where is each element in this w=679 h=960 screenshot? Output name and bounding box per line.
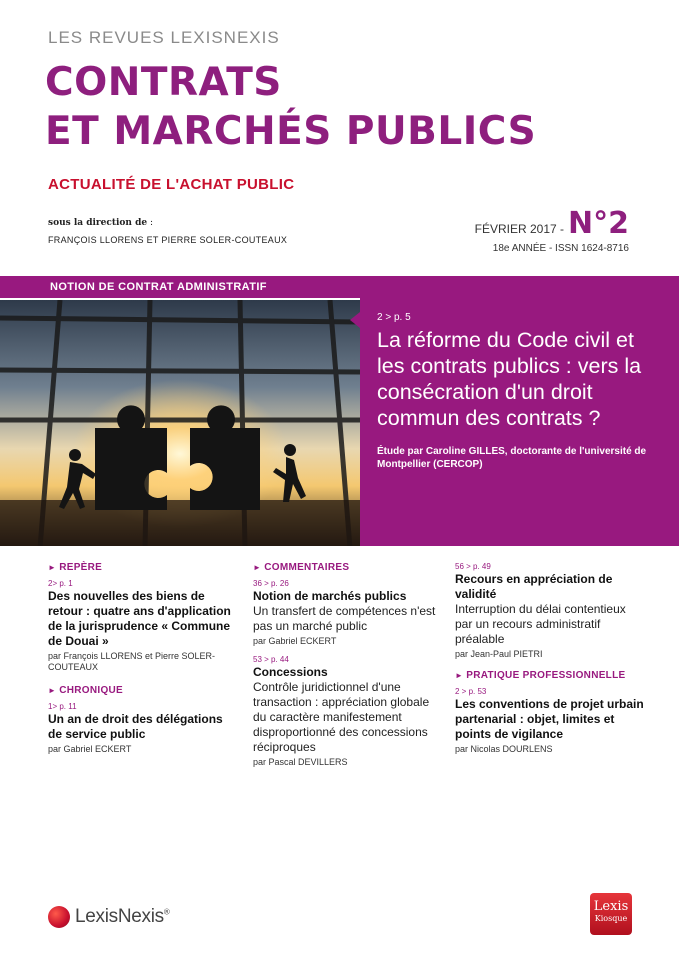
column-1 xyxy=(48,562,238,763)
article-item xyxy=(253,579,443,647)
triangle-left-icon xyxy=(350,312,360,328)
logo-registered: ® xyxy=(163,907,170,917)
article-item xyxy=(48,702,238,755)
section-label: COMMENTAIRES xyxy=(264,562,350,573)
article-desc: Contrôle juridictionnel d'une transaction : appréciation globale du caractère manifestement disproportionné des concessions réciproques xyxy=(253,680,430,754)
journal-subtitle: ACTUALITÉ DE L'ACHAT PUBLIC xyxy=(48,176,295,193)
feature-byline: Étude par Caroline GILLES, doctorante de l'université de Montpellier (CERCOP) xyxy=(377,446,647,470)
article-author: par Nicolas DOURLENS xyxy=(455,744,553,754)
article-ref: 2> p. 1 xyxy=(48,579,73,588)
column-2 xyxy=(253,562,443,776)
series-label: LES REVUES LEXISNEXIS xyxy=(48,28,280,47)
article-ref: 56 > p. 49 xyxy=(455,562,491,571)
puzzle-photo xyxy=(0,300,360,546)
article-title: Un an de droit des délégations de service public xyxy=(48,712,223,741)
triangle-right-icon: ► xyxy=(48,563,57,572)
triangle-right-icon: ► xyxy=(455,671,464,680)
article-item xyxy=(253,655,443,768)
article-author: par Jean-Paul PIETRI xyxy=(455,649,543,659)
article-author: par François LLORENS et Pierre SOLER-COUTEAUX xyxy=(48,651,216,672)
article-title: Les conventions de projet urbain partenarial : objet, limites et points de vigilance xyxy=(455,697,644,741)
feature-article xyxy=(377,312,657,471)
issue-number: N°2 xyxy=(568,206,629,241)
cover-photo xyxy=(0,298,360,546)
article-item xyxy=(455,687,645,755)
article-ref: 36 > p. 26 xyxy=(253,579,289,588)
article-ref: 1> p. 11 xyxy=(48,702,77,711)
direction-colon: : xyxy=(147,218,154,228)
triangle-right-icon: ► xyxy=(253,563,262,572)
article-author: par Pascal DEVILLERS xyxy=(253,757,348,767)
direction-names: FRANÇOIS LLORENS ET PIERRE SOLER-COUTEAUX xyxy=(48,235,288,245)
kiosque-top: Lexis xyxy=(593,899,629,914)
article-title: Des nouvelles des biens de retour : quatre ans d'application de la jurisprudence « Commune de Douai » xyxy=(48,589,231,648)
section-header xyxy=(48,685,238,696)
feature-headline: La réforme du Code civil et les contrats publics : vers la consécration d'un droit commun des contrats ? xyxy=(377,328,642,430)
section-label: REPÈRE xyxy=(59,562,103,573)
article-ref: 2 > p. 53 xyxy=(455,687,487,696)
article-author: par Gabriel ECKERT xyxy=(48,744,132,754)
journal-title-line2: ET MARCHÉS PUBLICS xyxy=(45,109,537,154)
issue-date: FÉVRIER 2017 - xyxy=(474,222,565,236)
kiosque-bottom: Kiosque xyxy=(594,914,628,923)
lexisnexis-logo-icon xyxy=(48,906,70,928)
logo-text xyxy=(75,906,169,928)
section-header xyxy=(253,562,443,573)
feature-category: NOTION DE CONTRAT ADMINISTRATIF xyxy=(0,276,360,298)
lexisnexis-logo xyxy=(48,906,169,928)
article-title: Concessions xyxy=(253,665,328,679)
journal-title xyxy=(45,58,536,156)
issue-year-issn: 18e ANNÉE - ISSN 1624-8716 xyxy=(492,243,629,254)
editorial-direction xyxy=(48,218,287,245)
column-3 xyxy=(455,562,645,763)
issue-info xyxy=(475,206,629,254)
article-item xyxy=(455,562,645,660)
lexis-kiosque-badge-icon xyxy=(590,893,632,935)
article-title: Notion de marchés publics xyxy=(253,589,407,603)
article-author: par Gabriel ECKERT xyxy=(253,636,337,646)
section-header xyxy=(48,562,238,573)
article-item xyxy=(48,579,238,673)
article-desc: Interruption du délai contentieux par un recours administratif préalable xyxy=(455,602,626,646)
section-header xyxy=(455,670,645,681)
feature-ref: 2 > p. 5 xyxy=(377,312,411,323)
direction-label: sous la direction de xyxy=(48,218,148,228)
article-title: Recours en appréciation de validité xyxy=(455,572,613,601)
section-label: PRATIQUE PROFESSIONNELLE xyxy=(466,670,626,681)
logo-wordmark: LexisNexis xyxy=(75,906,164,927)
journal-title-line1: CONTRATS xyxy=(45,60,282,105)
triangle-right-icon: ► xyxy=(48,686,57,695)
article-ref: 53 > p. 44 xyxy=(253,655,289,664)
article-desc: Un transfert de compétences n'est pas un marché public xyxy=(253,604,436,633)
section-label: CHRONIQUE xyxy=(59,685,124,696)
